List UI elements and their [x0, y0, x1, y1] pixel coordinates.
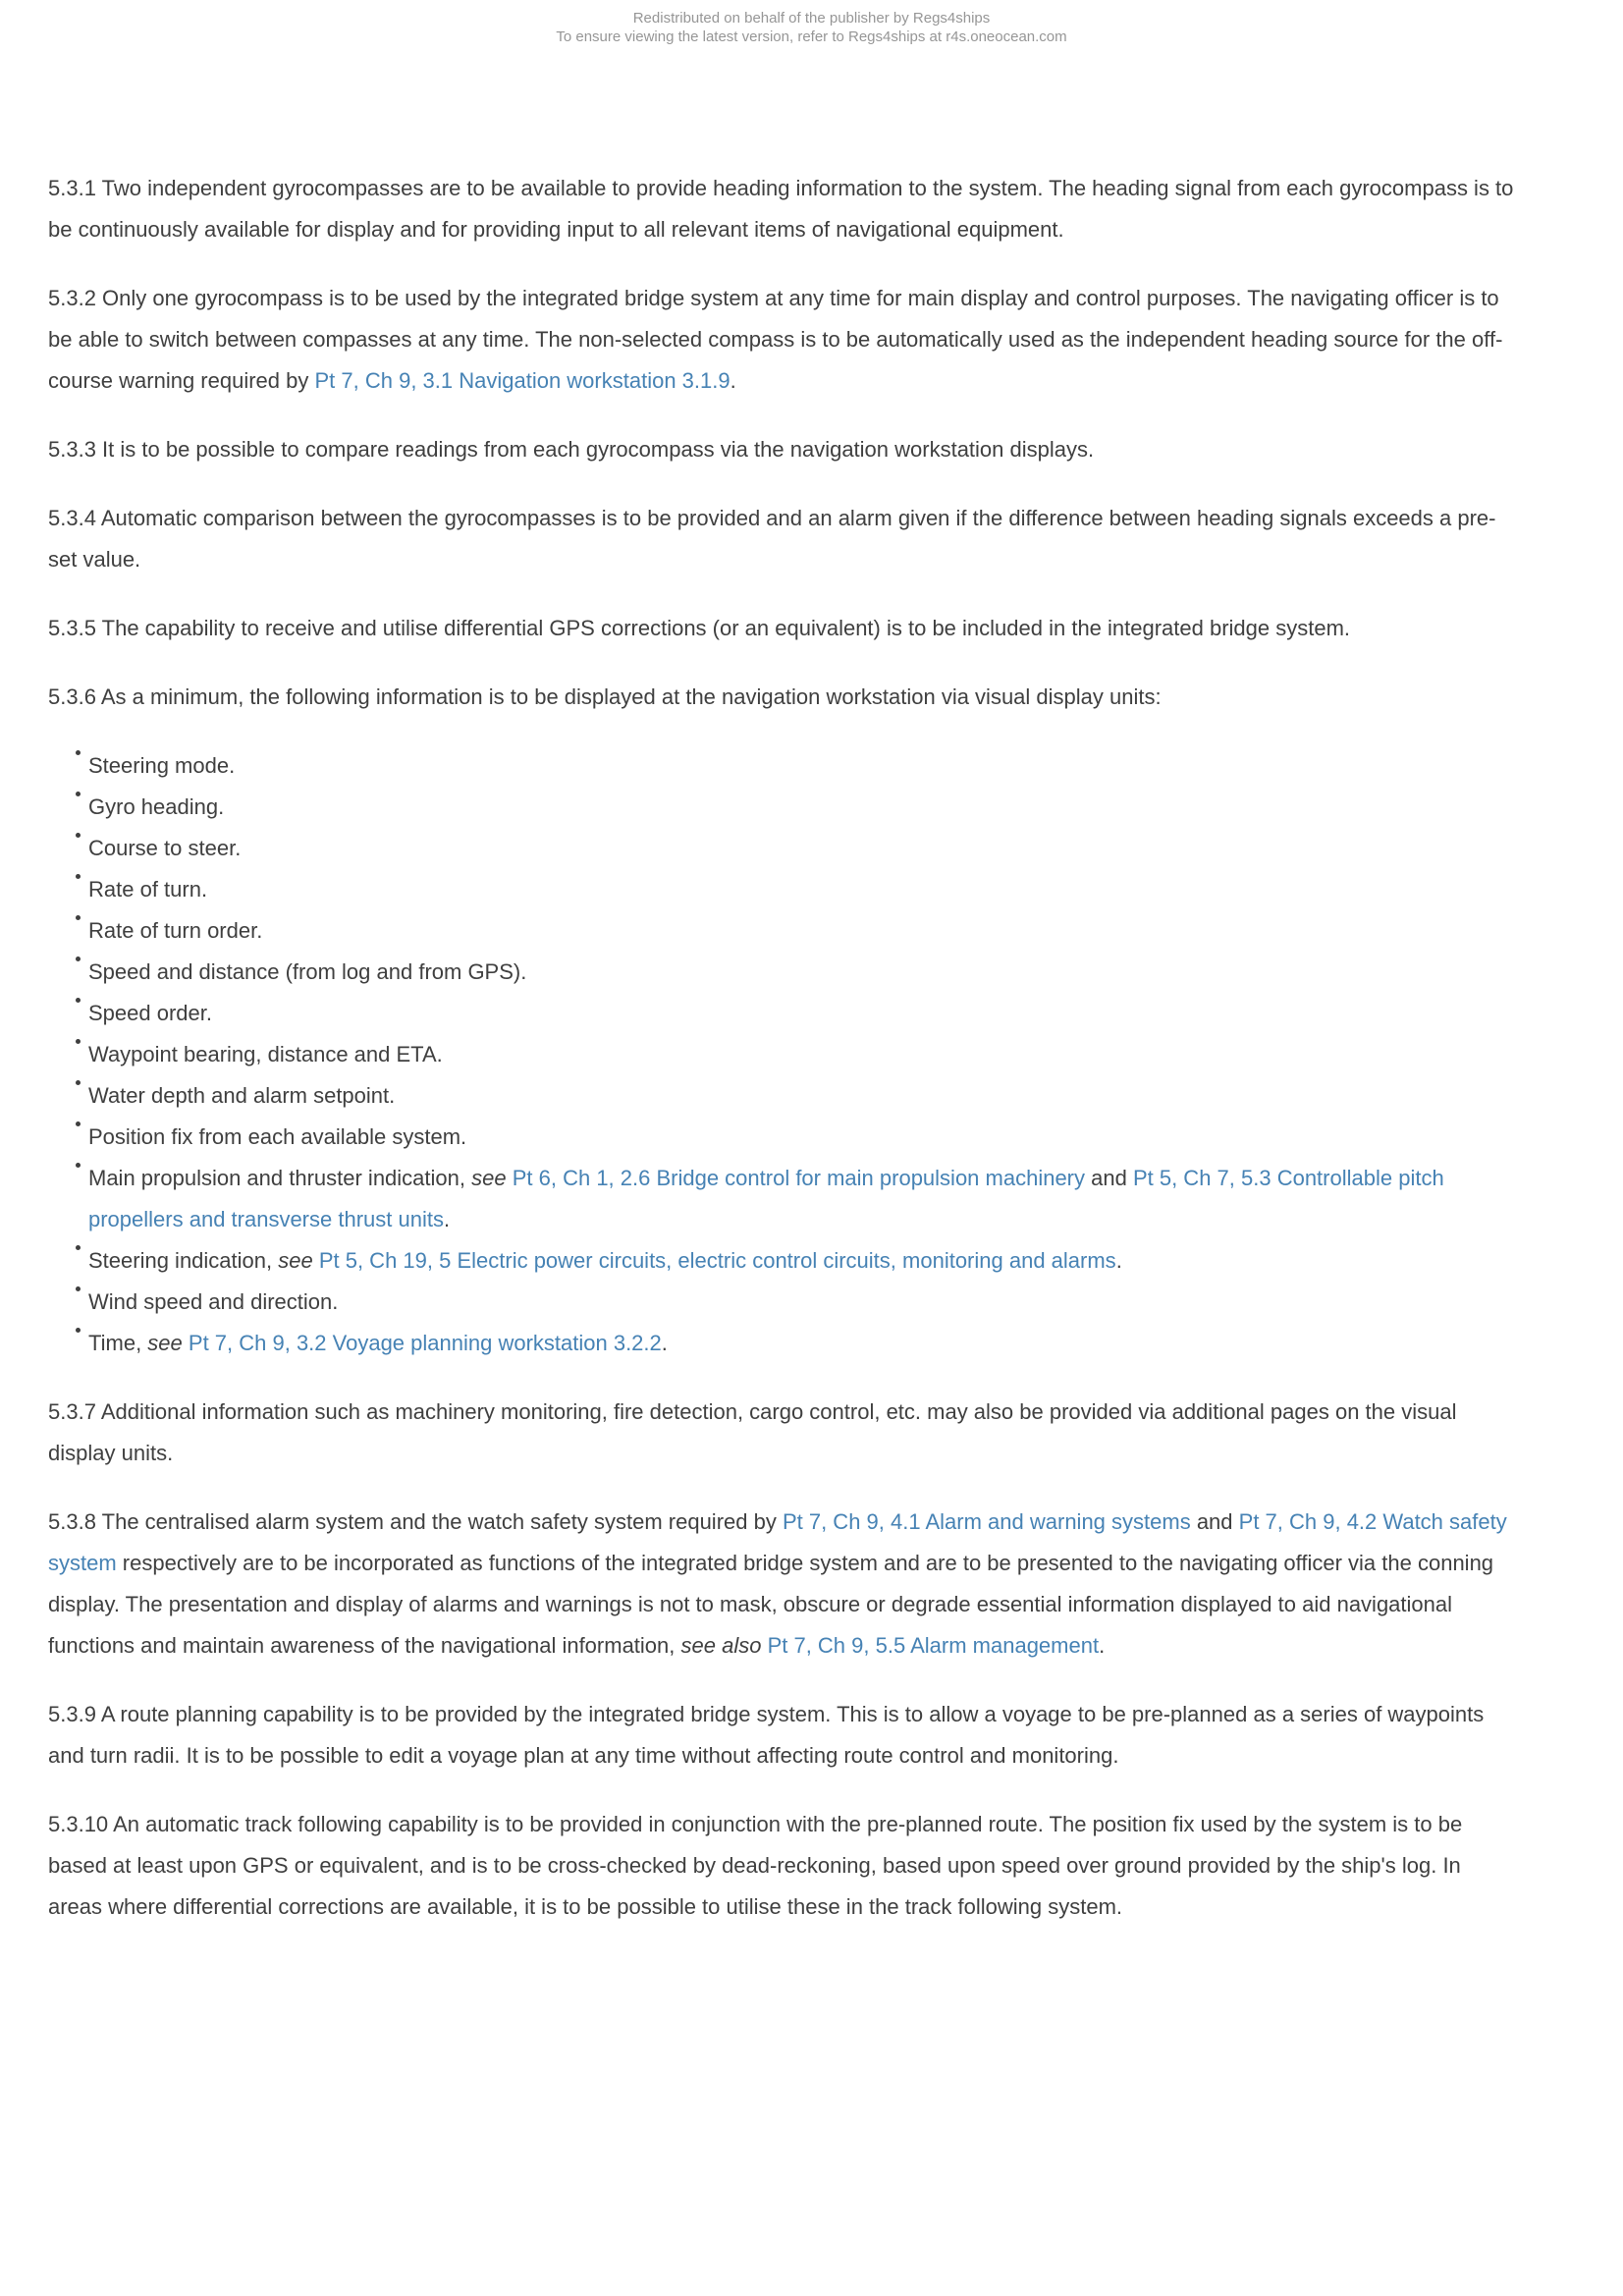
- document-body: [0, 46, 1568, 1928]
- text-run: 5.3.5 The capability to receive and utilise differential GPS corrections (or an equivalent) is to be included in the integrated bridge system.: [48, 616, 1351, 640]
- emphasis-text: see also: [680, 1633, 768, 1658]
- bullet-list-item: [88, 1117, 1517, 1158]
- text-run: 5.3.8 The centralised alarm system and the watch safety system required by: [48, 1509, 783, 1534]
- text-run: 5.3.9 A route planning capability is to be provided by the integrated bridge system. This is to allow a voyage to be pre-planned as a series of waypoints and turn radii. It is to be possible to edit a voyage plan at any time without affecting route control and monitoring.: [48, 1702, 1485, 1768]
- cross-reference-link[interactable]: Pt 7, Ch 9, 4.2 Watch safety system: [48, 1509, 1507, 1575]
- text-run: .: [661, 1331, 668, 1355]
- text-run: and: [1085, 1166, 1133, 1190]
- cross-reference-link[interactable]: Pt 7, Ch 9, 3.1 Navigation workstation 3.1.9: [314, 368, 730, 393]
- redistribution-notice: [0, 0, 1623, 46]
- text-run: 5.3.4 Automatic comparison between the gyrocompasses is to be provided and an alarm given if the difference between heading signals exceeds a pre-set value.: [48, 506, 1496, 572]
- bullet-list-item: [88, 1158, 1517, 1240]
- paragraph-5-3-2: [48, 278, 1517, 402]
- text-run: 5.3.7 Additional information such as machinery monitoring, fire detection, cargo control, etc. may also be provided via additional pages on the visual display units.: [48, 1399, 1457, 1465]
- paragraph-5-3-1: [48, 168, 1517, 250]
- text-run: Steering mode.: [88, 753, 236, 778]
- bullet-list-item: [88, 910, 1517, 952]
- paragraph-5-3-8: [48, 1502, 1517, 1667]
- text-run: .: [443, 1207, 451, 1231]
- text-run: 5.3.6 As a minimum, the following information is to be displayed at the navigation workstation via visual display units:: [48, 684, 1162, 709]
- text-run: 5.3.10 An automatic track following capability is to be provided in conjunction with the pre-planned route. The position fix used by the system is to be based at least upon GPS or equivalent, and is to be cross-checked by dead-reckoning, based upon speed over ground provided by the ship's log. In areas where differential corrections are available, it is to be possible to utilise these in the track following system.: [48, 1812, 1463, 1919]
- bullet-list-item: [88, 1282, 1517, 1323]
- paragraph-5-3-4: [48, 498, 1517, 580]
- text-run: 5.3.3 It is to be possible to compare readings from each gyrocompass via the navigation workstation displays.: [48, 437, 1095, 462]
- text-run: and: [1190, 1509, 1239, 1534]
- paragraph-5-3-10: [48, 1804, 1517, 1928]
- cross-reference-link[interactable]: Pt 7, Ch 9, 3.2 Voyage planning workstation 3.2.2: [188, 1331, 662, 1355]
- text-run: Time,: [88, 1331, 148, 1355]
- text-run: 5.3.2 Only one gyrocompass is to be used by the integrated bridge system at any time for main display and control purposes. The navigating officer is to be able to switch between compasses at any time. The non-selected compass is to be automatically used as the independent heading source for the off-course warning required by: [48, 286, 1503, 393]
- text-run: Steering indication,: [88, 1248, 279, 1273]
- bullet-list-item: [88, 828, 1517, 869]
- bullet-list-item: [88, 993, 1517, 1034]
- text-run: Rate of turn order.: [88, 918, 263, 943]
- text-run: .: [1115, 1248, 1122, 1273]
- bullet-list-item: [88, 787, 1517, 828]
- text-run: Wind speed and direction.: [88, 1289, 339, 1314]
- redistribution-notice-line1: Redistributed on behalf of the publisher by Regs4ships: [632, 10, 991, 27]
- text-run: Rate of turn.: [88, 877, 208, 902]
- text-run: Course to steer.: [88, 836, 242, 860]
- text-run: .: [730, 368, 736, 393]
- text-run: Speed and distance (from log and from GPS).: [88, 959, 527, 984]
- text-run: Water depth and alarm setpoint.: [88, 1083, 396, 1108]
- text-run: .: [1099, 1633, 1106, 1658]
- text-run: Speed order.: [88, 1001, 212, 1025]
- emphasis-text: see: [471, 1166, 513, 1190]
- paragraph-5-3-7: [48, 1392, 1517, 1474]
- text-run: Gyro heading.: [88, 794, 225, 819]
- paragraph-5-3-6: [48, 677, 1517, 718]
- paragraph-5-3-5: [48, 608, 1517, 649]
- cross-reference-link[interactable]: Pt 7, Ch 9, 5.5 Alarm management: [767, 1633, 1100, 1658]
- text-run: respectively are to be incorporated as functions of the integrated bridge system and are to be presented to the navigating officer via the conning display. The presentation and display of alarms and warnings is not to mask, obscure or degrade essential information displayed to aid navigational functions and maintain awareness of the navigational information,: [48, 1551, 1494, 1658]
- cross-reference-link[interactable]: Pt 6, Ch 1, 2.6 Bridge control for main propulsion machinery: [512, 1166, 1086, 1190]
- emphasis-text: see: [278, 1248, 319, 1273]
- bullet-list-item: [88, 745, 1517, 787]
- cross-reference-link[interactable]: Pt 7, Ch 9, 4.1 Alarm and warning systems: [782, 1509, 1191, 1534]
- bullet-list-item: [88, 952, 1517, 993]
- bullet-list-item: [88, 869, 1517, 910]
- redistribution-notice-line2: To ensure viewing the latest version, refer to Regs4ships at r4s.oneocean.com: [556, 28, 1067, 45]
- text-run: Main propulsion and thruster indication,: [88, 1166, 472, 1190]
- cross-reference-link[interactable]: Pt 5, Ch 7, 5.3 Controllable pitch propellers and transverse thrust units: [88, 1166, 1444, 1231]
- text-run: Waypoint bearing, distance and ETA.: [88, 1042, 443, 1066]
- cross-reference-link[interactable]: Pt 5, Ch 19, 5 Electric power circuits, electric control circuits, monitoring and alarms: [318, 1248, 1116, 1273]
- bullet-list-item: [88, 1034, 1517, 1075]
- text-run: 5.3.1 Two independent gyrocompasses are to be available to provide heading information to the system. The heading signal from each gyrocompass is to be continuously available for display and for providing input to all relevant items of navigational equipment.: [48, 176, 1514, 242]
- bullet-list-item: [88, 1240, 1517, 1282]
- bullet-list-item: [88, 1075, 1517, 1117]
- emphasis-text: see: [147, 1331, 189, 1355]
- bullet-list-item: [88, 1323, 1517, 1364]
- text-run: Position fix from each available system.: [88, 1124, 467, 1149]
- navigation-display-info-list: [48, 745, 1517, 1364]
- paragraph-5-3-9: [48, 1694, 1517, 1777]
- paragraph-5-3-3: [48, 429, 1517, 470]
